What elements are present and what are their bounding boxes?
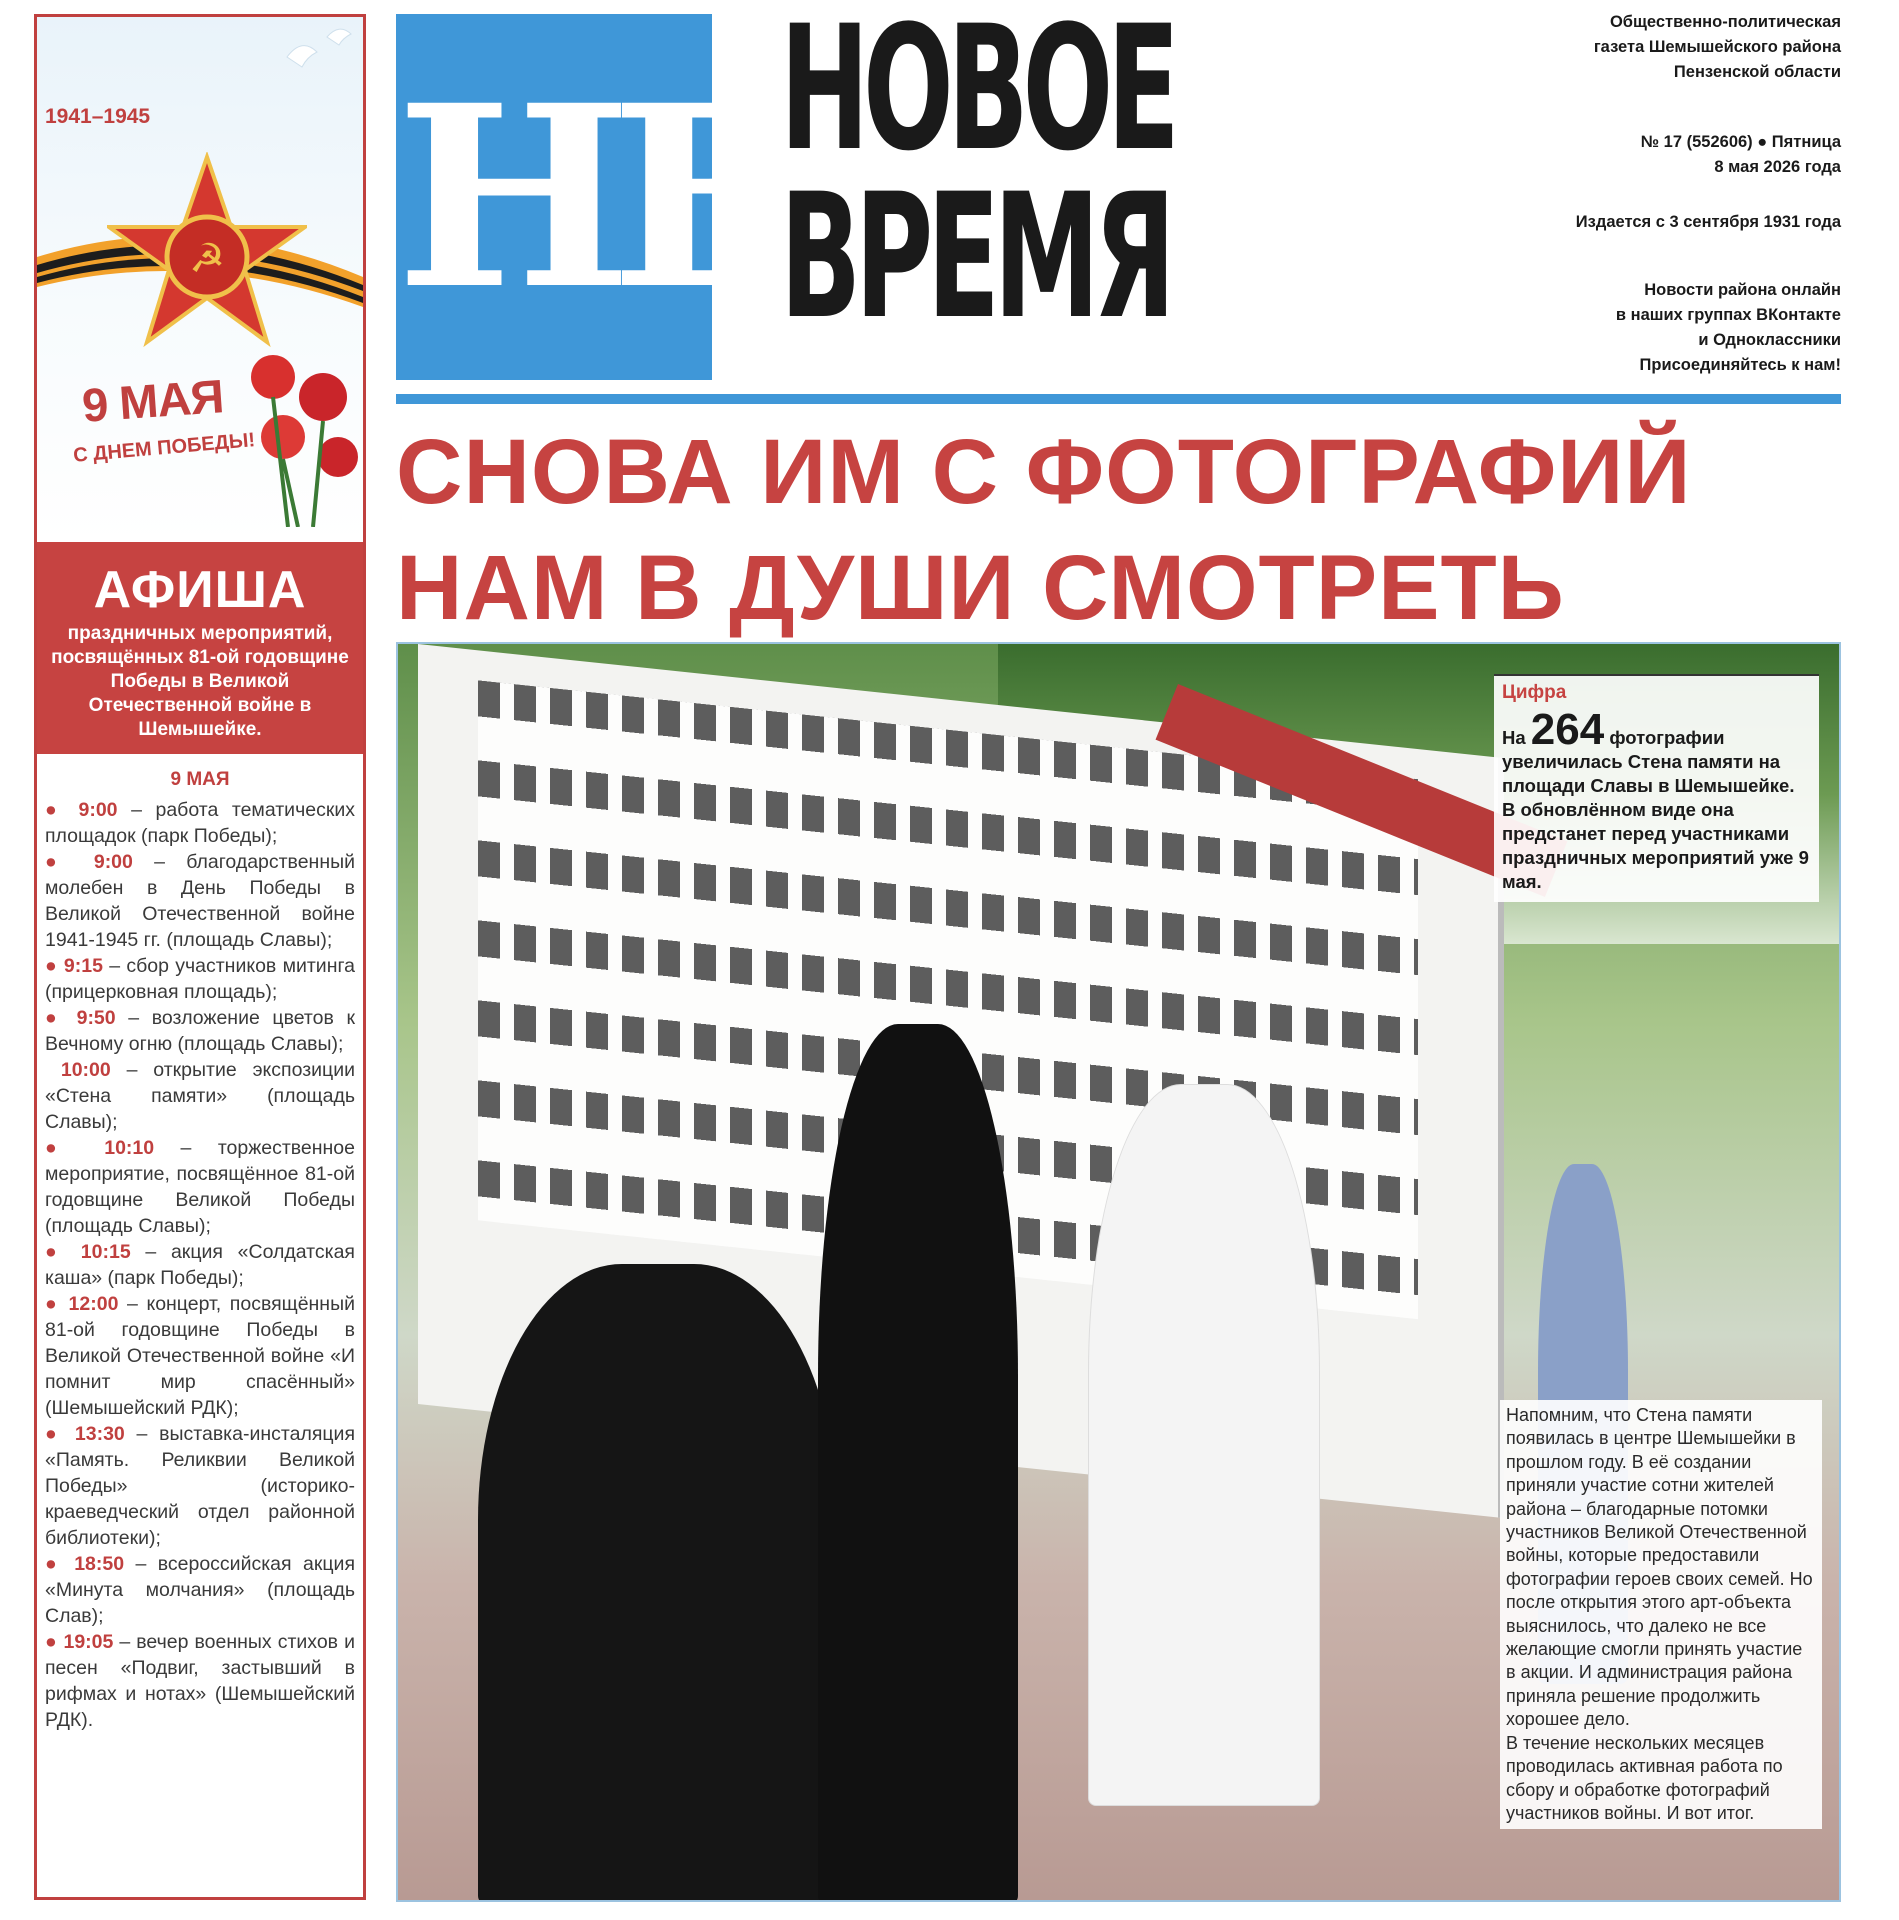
schedule-item: ● 19:05 – вечер военных стихов и песен «Подвиг, застывший в рифмах и нотах» (Шемышейский РДК).: [45, 1631, 355, 1731]
schedule-text: – концерт, посвящённый 81-ой годовщине Победы в Великой Отечественной войне «И помнит мир спасённый» (Шемышейский РДК);: [45, 1293, 355, 1419]
schedule-text: – открытие экспозиции «Стена памяти» (площадь Славы);: [45, 1059, 355, 1133]
info-line: газета Шемышейского района: [1593, 38, 1841, 56]
schedule-item: [45, 1057, 355, 1135]
publication-description: [1594, 10, 1841, 85]
masthead-divider: [396, 394, 1841, 404]
article-paragraph: В течение нескольких месяцев проводилась активная работа по сбору и обработке фотографий участников войны. И вот итог.: [1506, 1732, 1783, 1823]
info-line: и Одноклассники: [1698, 331, 1841, 349]
schedule-time: 9:00: [78, 799, 118, 821]
logo-letters: НВ: [396, 50, 800, 344]
carnations-icon: [243, 347, 363, 527]
schedule-item: ● 18:50 – всероссийская акция «Минута молчания» (площадь Слав);: [45, 1553, 355, 1627]
poster-years: 1941–1945: [45, 105, 151, 128]
number-text: [1502, 705, 1811, 894]
number-label: Цифра: [1502, 682, 1567, 703]
schedule-text: – вечер военных стихов и песен «Подвиг, застывший в рифмах и нотах» (Шемышейский РДК).: [45, 1631, 355, 1731]
info-line: Присоединяйтесь к нам!: [1639, 356, 1841, 374]
schedule-date: 9 МАЯ: [170, 769, 230, 790]
newspaper-title: [780, 0, 1174, 357]
schedule-time: 13:30: [74, 1423, 125, 1445]
info-line: в наших группах ВКонтакте: [1615, 306, 1841, 324]
afisha-sidebar: [34, 14, 366, 1900]
schedule-time: 9:15: [63, 955, 103, 977]
schedule-text: – торжественное мероприятие, посвящённое 81-ой годовщине Великой Победы (площадь Славы);: [45, 1137, 355, 1237]
victory-day-poster: [37, 17, 363, 542]
afisha-header: [37, 542, 363, 754]
number-prefix: На: [1502, 727, 1531, 748]
issue-info: [1641, 130, 1841, 180]
schedule-item: ● 9:00 – благодарственный молебен в День Победы в Великой Отечественной войне 1941-1945 гг. (площадь Славы);: [45, 851, 355, 951]
poster-day: 9 МАЯ: [80, 369, 225, 432]
newspaper-title-line2: ВРЕМЯ: [780, 156, 1170, 357]
schedule-item: ● 10:10 – торжественное мероприятие, посвящённое 81-ой годовщине Великой Победы (площадь Славы);: [45, 1137, 355, 1237]
main-headline: [396, 414, 1846, 646]
schedule-item: ● 12:00 – концерт, посвящённый 81-ой годовщине Победы в Великой Отечественной войне «И помнит мир спасённый» (Шемышейский РДК);: [45, 1293, 355, 1419]
schedule-text: – всероссийская акция «Минута молчания» (площадь Слав);: [45, 1553, 355, 1627]
schedule-text: – работа тематических площадок (парк Победы);: [45, 799, 355, 847]
issue-date: 8 мая 2026 года: [1714, 158, 1841, 176]
photo-person: [478, 1264, 838, 1902]
schedule-time: 9:00: [93, 851, 133, 873]
issue-number: № 17 (552606) ● Пятница: [1640, 133, 1841, 151]
photo-person: [818, 1024, 1018, 1902]
schedule-time: 12:00: [68, 1293, 119, 1315]
schedule-text: – благодарственный молебен в День Победы в Великой Отечественной войне 1941-1945 гг. (площадь Славы);: [45, 851, 355, 951]
schedule-time: 9:50: [76, 1007, 116, 1029]
schedule-item: ● 9:00 – работа тематических площадок (парк Победы);: [45, 799, 355, 847]
schedule-text: – акция «Солдатская каша» (парк Победы);: [45, 1241, 355, 1289]
order-star-icon: [107, 152, 307, 352]
svg-text:☭: ☭: [189, 236, 225, 282]
number-sidebar: [1494, 674, 1819, 902]
schedule-item: ● 9:50 – возложение цветов к Вечному огню (площадь Славы);: [45, 1007, 355, 1055]
number-body: фотографии увеличилась Стена памяти на площади Славы в Шемышейке. В обновлённом виде она предстанет перед участниками праздничных мероприятий уже 9 мая.: [1502, 727, 1809, 892]
headline-line2: НАМ В ДУШИ СМОТРЕТЬ: [396, 537, 1565, 639]
photo-person: [1088, 1084, 1320, 1806]
afisha-title: АФИША: [93, 561, 307, 619]
online-info: [1616, 278, 1841, 378]
article-paragraph: Напомним, что Стена памяти появилась в центре Шемышейки в прошлом году. В её создании приняли участие сотни жителей района – благодарные потомки участников Великой Отечественной войны, которые предоставили фотографии героев своих семей. Но после открытия этого арт-объекта выяснилось, что далеко не все желающие смогли принять участие в акции. И администрация района приняла решение продолжить хорошее дело.: [1506, 1405, 1813, 1730]
afisha-description: праздничных мероприятий, посвящённых 81-ой годовщине Победы в Великой Отечественной войне в Шемышейке.: [51, 623, 349, 740]
info-line: Новости района онлайн: [1644, 281, 1841, 299]
info-line: Пензенской области: [1673, 63, 1841, 81]
schedule-time: 10:00: [60, 1059, 111, 1081]
info-line: Общественно-политическая: [1609, 13, 1841, 31]
headline-line1: СНОВА ИМ С ФОТОГРАФИЙ: [396, 421, 1692, 523]
schedule-text: – сбор участников митинга (прицерковная площадь);: [45, 955, 355, 1003]
newspaper-logo: [396, 14, 800, 380]
schedule-item: ● 13:30 – выставка-инсталяция «Память. Реликвии Великой Победы» (историко-краеведческий отдел районной библиотеки);: [45, 1423, 355, 1549]
published-since: Издается с 3 сентября 1931 года: [1575, 213, 1841, 231]
schedule-text: – выставка-инсталяция «Память. Реликвии Великой Победы» (историко-краеведческий отдел районной библиотеки);: [45, 1423, 355, 1549]
article-text: [1500, 1400, 1822, 1829]
schedule-time: 18:50: [74, 1553, 125, 1575]
schedule-item: ● 9:15 – сбор участников митинга (прицерковная площадь);: [45, 955, 355, 1003]
schedule-time: 10:15: [80, 1241, 131, 1263]
schedule-item: ● 10:15 – акция «Солдатская каша» (парк Победы);: [45, 1241, 355, 1289]
poster-greeting: С ДНЕМ ПОБЕДЫ!: [72, 429, 256, 467]
schedule: [45, 769, 355, 1733]
newspaper-title-line1: НОВОЕ: [780, 0, 1174, 189]
schedule-text: – возложение цветов к Вечному огню (площадь Славы);: [45, 1007, 355, 1055]
highlight-number: 264: [1530, 705, 1605, 754]
schedule-time: 10:10: [104, 1137, 155, 1159]
schedule-time: 19:05: [63, 1631, 114, 1653]
